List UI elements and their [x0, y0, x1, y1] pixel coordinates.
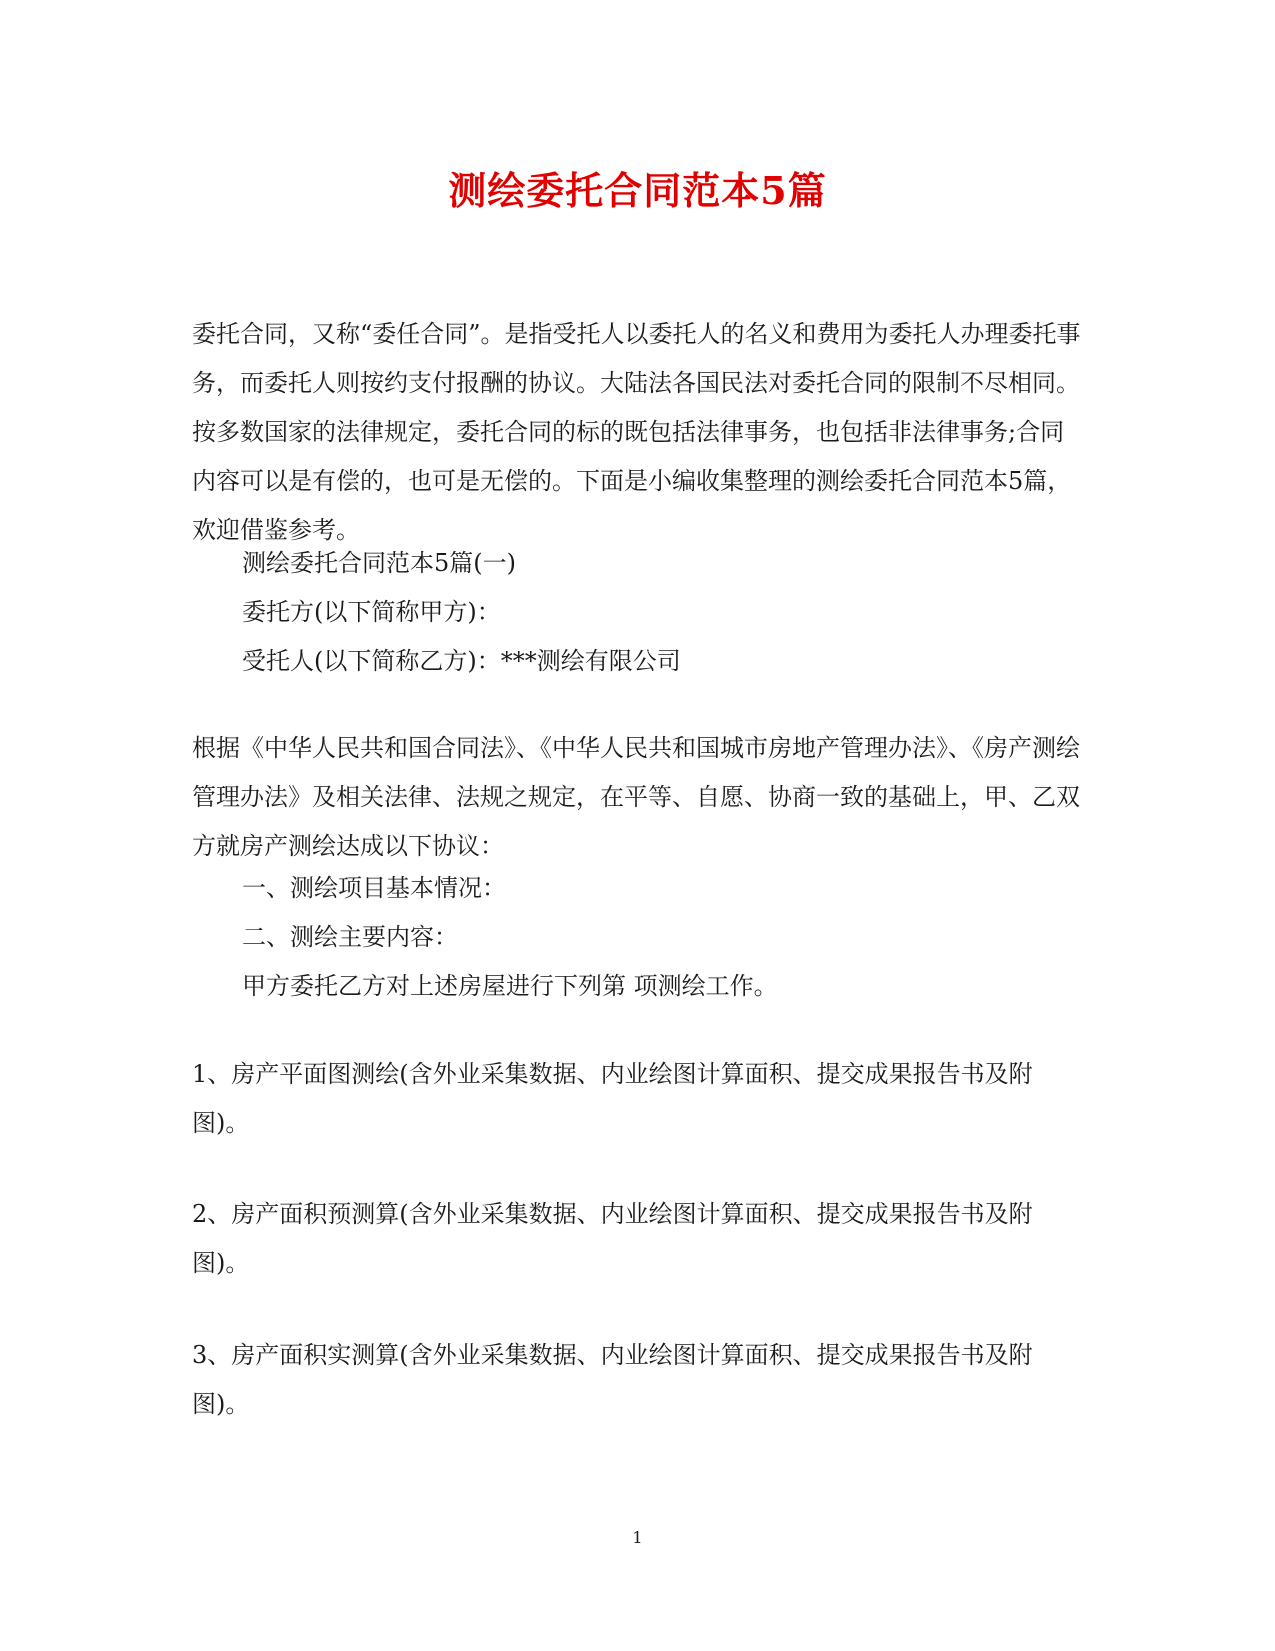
work-statement: 甲方委托乙方对上述房屋进行下列第 项测绘工作。 [242, 972, 778, 1000]
document-title: 测绘委托合同范本5篇 [448, 168, 827, 213]
intro-paragraph: 委托合同，又称“委任合同”。是指受托人以委托人的名义和费用为委托人办理委托事务，而委托人则按约支付报酬的协议。大陆法各国民法对委托合同的限制不尽相同。按多数国家的法律规定，委托合同的标的既包括法律事务，也包括非法律事务;合同内容可以是有偿的，也可是无偿的。下面是小编收集整理的测绘委托合同范本5篇，欢迎借鉴参考。 [192, 320, 1081, 544]
list-item: 3、房产面积实测算(含外业采集数据、内业绘图计算面积、提交成果报告书及附图)。 [192, 1341, 1033, 1418]
list-item: 2、房产面积预测算(含外业采集数据、内业绘图计算面积、提交成果报告书及附图)。 [192, 1200, 1033, 1277]
list-item: 1、房产平面图测绘(含外业采集数据、内业绘图计算面积、提交成果报告书及附图)。 [192, 1060, 1033, 1137]
basis-paragraph: 根据《中华人民共和国合同法》、《中华人民共和国城市房地产管理办法》、《房产测绘管理办法》及相关法律、法规之规定，在平等、自愿、协商一致的基础上，甲、乙双方就房产测绘达成以下协议： [192, 734, 1080, 860]
clause-2: 二、测绘主要内容： [242, 923, 458, 951]
party-b-line: 受托人(以下简称乙方)：***测绘有限公司 [242, 647, 681, 675]
party-a-line: 委托方(以下简称甲方)： [242, 598, 501, 626]
page-number: 1 [632, 1528, 643, 1547]
clause-1: 一、测绘项目基本情况： [242, 874, 506, 902]
section-heading: 测绘委托合同范本5篇(一) [242, 549, 516, 577]
